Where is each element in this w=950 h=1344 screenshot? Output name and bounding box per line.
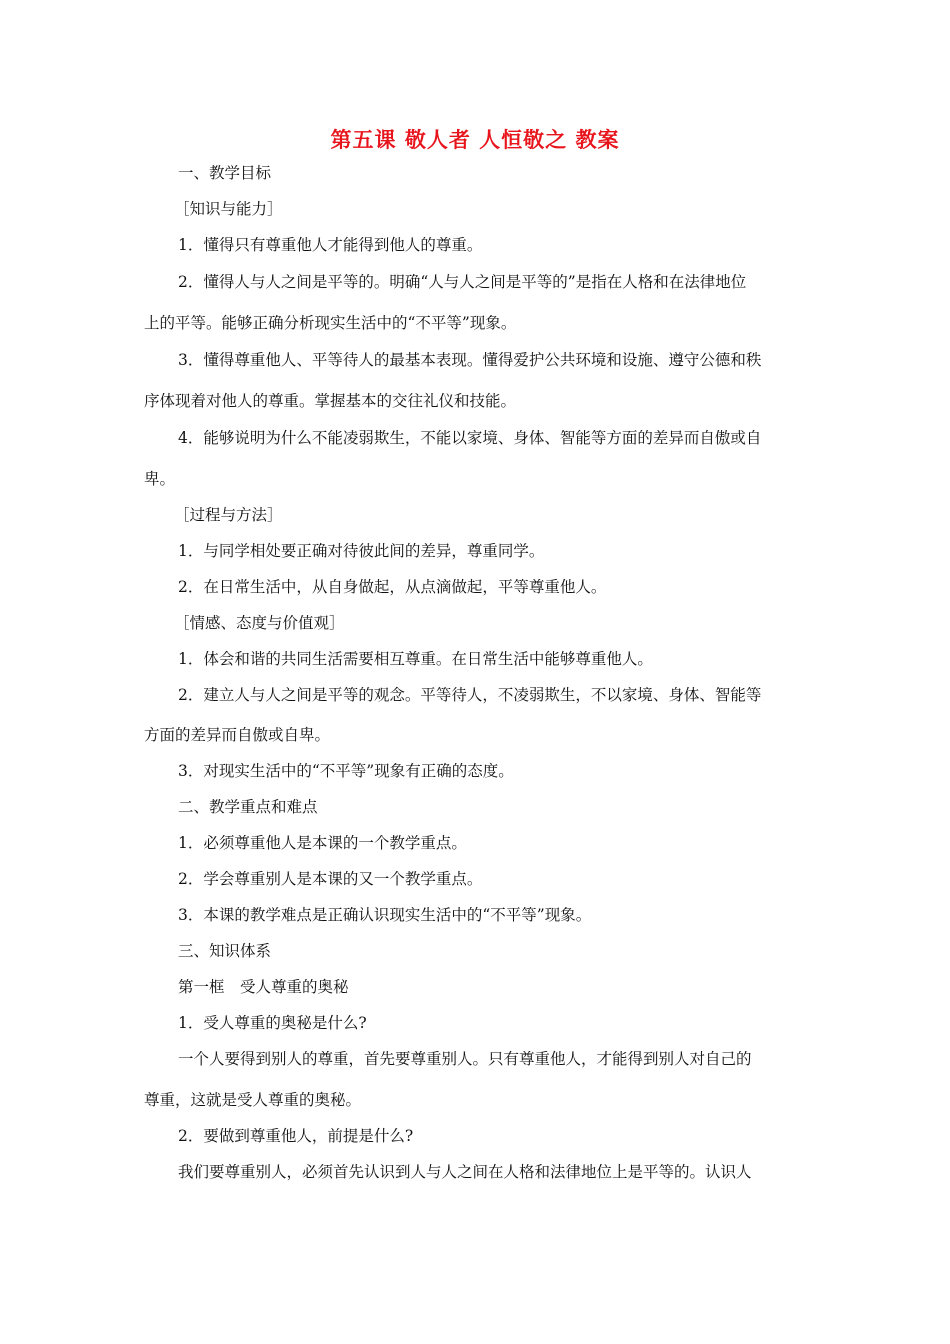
paragraph-line: 1．与同学相处要正确对待彼此间的差异，尊重同学。 — [178, 542, 545, 560]
paragraph-line: 2．建立人与人之间是平等的观念。平等待人，不凌弱欺生，不以家境、身体、智能等 — [178, 686, 762, 704]
document-title: 第五课 敬人者 人恒敬之 教案 — [330, 128, 620, 152]
paragraph-line: 1．懂得只有尊重他人才能得到他人的尊重。 — [178, 236, 483, 254]
paragraph-line: 2．要做到尊重他人，前提是什么? — [178, 1127, 414, 1145]
section-heading-key-points: 二、教学重点和难点 — [178, 798, 318, 816]
paragraph-line: 2．懂得人与人之间是平等的。明确“人与人之间是平等的”是指在人格和在法律地位 — [178, 273, 747, 291]
paragraph-line: 上的平等。能够正确分析现实生活中的“不平等”现象。 — [144, 314, 517, 332]
paragraph-line: 3．本课的教学难点是正确认识现实生活中的“不平等”现象。 — [178, 906, 592, 924]
section-heading-knowledge-system: 三、知识体系 — [178, 942, 272, 960]
paragraph-line: 2．学会尊重别人是本课的又一个教学重点。 — [178, 870, 483, 888]
paragraph-line: 3．懂得尊重他人、平等待人的最基本表现。懂得爱护公共环境和设施、遵守公德和秩 — [178, 351, 762, 369]
section-heading-objectives: 一、教学目标 — [178, 164, 272, 182]
subheading-emotion: ［情感、态度与价值观］ — [174, 614, 345, 632]
subheading-knowledge: ［知识与能力］ — [174, 200, 283, 218]
paragraph-line: 一个人要得到别人的尊重，首先要尊重别人。只有尊重他人，才能得到别人对自己的 — [178, 1050, 752, 1068]
paragraph-line: 方面的差异而自傲或自卑。 — [144, 726, 331, 744]
paragraph-line: 序体现着对他人的尊重。掌握基本的交往礼仪和技能。 — [144, 392, 517, 410]
subheading-frame-one: 第一框 受人尊重的奥秘 — [178, 978, 349, 996]
paragraph-line: 我们要尊重别人，必须首先认识到人与人之间在人格和法律地位上是平等的。认识人 — [178, 1163, 752, 1181]
paragraph-line: 4．能够说明为什么不能凌弱欺生，不能以家境、身体、智能等方面的差异而自傲或自 — [178, 429, 762, 447]
paragraph-line: 尊重，这就是受人尊重的奥秘。 — [144, 1091, 362, 1109]
paragraph-line: 卑。 — [144, 470, 176, 488]
subheading-process: ［过程与方法］ — [174, 506, 283, 524]
paragraph-line: 2．在日常生活中，从自身做起，从点滴做起，平等尊重他人。 — [178, 578, 607, 596]
paragraph-line: 1．体会和谐的共同生活需要相互尊重。在日常生活中能够尊重他人。 — [178, 650, 653, 668]
paragraph-line: 1．受人尊重的奥秘是什么? — [178, 1014, 367, 1032]
paragraph-line: 3．对现实生活中的“不平等”现象有正确的态度。 — [178, 762, 514, 780]
paragraph-line: 1．必须尊重他人是本课的一个教学重点。 — [178, 834, 467, 852]
